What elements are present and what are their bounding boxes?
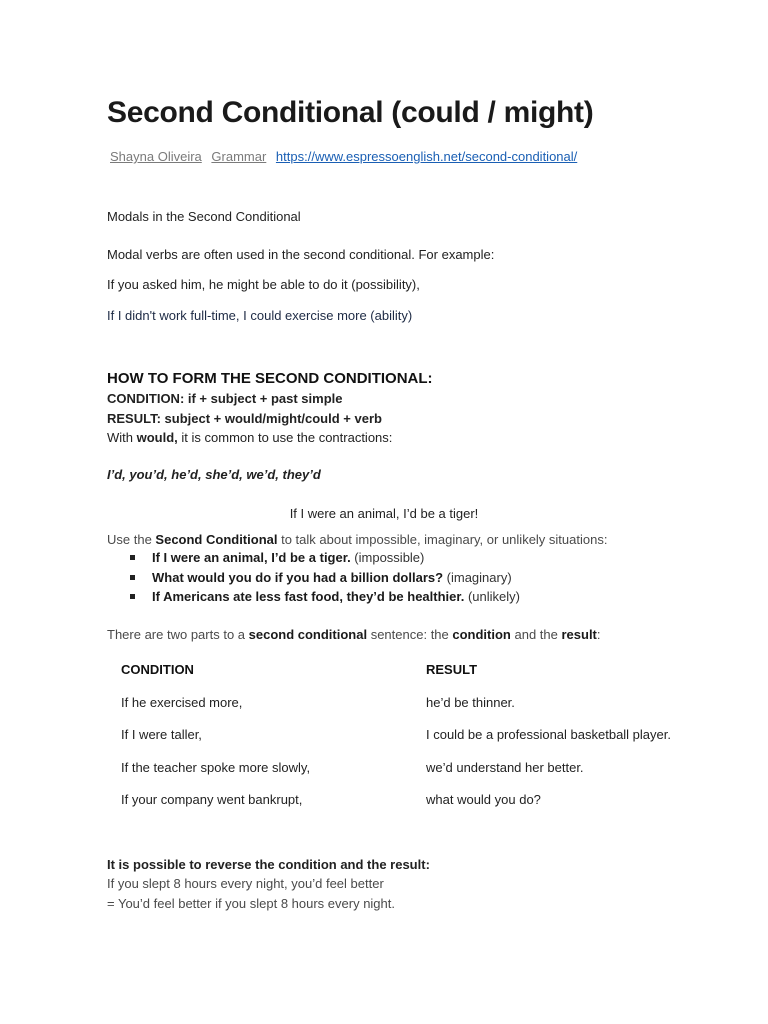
reverse-line-1: If you slept 8 hours every night, you’d feel better <box>107 876 384 891</box>
list-item <box>130 589 520 609</box>
usage-bullet-list <box>130 550 520 609</box>
parts-text: sentence: the <box>367 627 453 642</box>
condition-cell: If the teacher spoke more slowly, <box>121 759 311 775</box>
byline <box>110 149 577 164</box>
example-ability: If I didn't work full-time, I could exercise more (ability) <box>107 308 413 323</box>
form-result: RESULT: subject + would/might/could + verb <box>107 411 382 426</box>
parts-text: : <box>596 627 601 642</box>
contractions-intro-bold: would, <box>136 430 178 445</box>
parts-text: There are two parts to a <box>107 627 249 642</box>
bullet-note: (imaginary) <box>443 569 512 585</box>
list-item <box>130 570 520 590</box>
example-possibility: If you asked him, he might be able to do it (possibility), <box>107 277 420 292</box>
result-cell: we’d understand her better. <box>426 759 584 775</box>
column-header-result: RESULT <box>426 662 478 677</box>
centered-example: If I were an animal, I’d be a tiger! <box>289 506 479 521</box>
section-subheading: Modals in the Second Conditional <box>107 209 301 224</box>
form-condition: CONDITION: if + subject + past simple <box>107 391 343 406</box>
contractions-list: I’d, you’d, he’d, she’d, we’d, they’d <box>107 467 321 482</box>
intro-line: Modal verbs are often used in the second conditional. For example: <box>107 247 495 262</box>
author-link[interactable]: Shayna Oliveira <box>110 149 202 164</box>
form-heading: HOW TO FORM THE SECOND CONDITIONAL: <box>107 370 433 387</box>
bullet-note: (impossible) <box>350 550 425 565</box>
usage-line <box>107 532 607 547</box>
reverse-heading: It is possible to reverse the condition and the result: <box>107 857 430 872</box>
bullet-strong-text: If I were an animal, I’d be a tiger. <box>152 550 351 565</box>
usage-prefix: Use the <box>107 532 156 547</box>
category-link[interactable]: Grammar <box>211 149 267 164</box>
condition-cell: If I were taller, <box>121 727 202 742</box>
table-row <box>121 695 721 728</box>
condition-result-table <box>121 662 721 825</box>
parts-text: and the <box>510 627 562 642</box>
table-row <box>121 727 721 760</box>
parts-bold: second conditional <box>248 627 368 642</box>
column-header-condition: CONDITION <box>121 662 194 677</box>
usage-suffix: to talk about impossible, imaginary, or unlikely situations: <box>277 532 608 547</box>
reverse-line-2: = You’d feel better if you slept 8 hours every night. <box>107 896 395 911</box>
condition-cell: If he exercised more, <box>121 694 243 710</box>
bullet-square-icon <box>130 575 135 580</box>
result-cell: he’d be thinner. <box>426 694 515 710</box>
page-title: Second Conditional (could / might) <box>107 96 594 129</box>
result-cell: I could be a professional basketball player. <box>426 727 671 742</box>
parts-bold: result <box>561 627 597 642</box>
parts-bold: condition <box>452 627 511 642</box>
contractions-intro <box>107 430 392 445</box>
table-row <box>121 760 721 793</box>
bullet-note: (unlikely) <box>464 589 520 604</box>
bullet-strong-text: If Americans ate less fast food, they’d be healthier. <box>152 589 465 604</box>
condition-cell: If your company went bankrupt, <box>121 792 303 807</box>
contractions-intro-prefix: With <box>107 430 137 445</box>
usage-bold: Second Conditional <box>155 532 278 547</box>
table-row <box>121 792 721 825</box>
contractions-intro-suffix: it is common to use the contractions: <box>177 430 393 445</box>
table-header-row <box>121 662 721 695</box>
result-cell: what would you do? <box>426 792 541 807</box>
bullet-square-icon <box>130 555 135 560</box>
list-item <box>130 550 520 570</box>
bullet-strong-text: What would you do if you had a billion dollars? <box>152 569 444 585</box>
bullet-square-icon <box>130 594 135 599</box>
source-url-link[interactable]: https://www.espressoenglish.net/second-conditional/ <box>275 149 578 164</box>
parts-line <box>107 627 601 642</box>
